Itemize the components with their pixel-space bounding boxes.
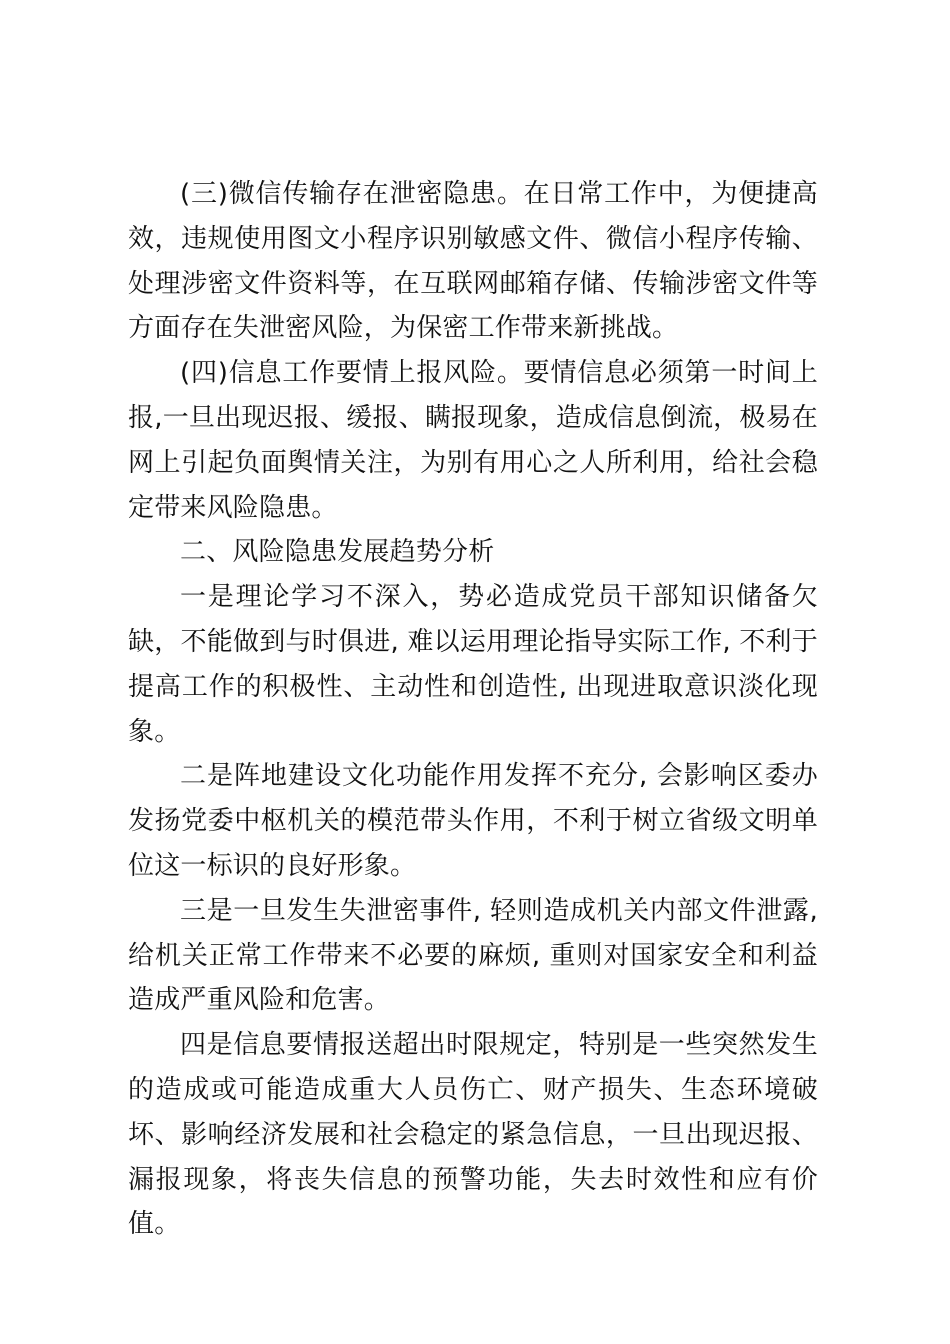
section-heading-trend-analysis: 二、风险隐患发展趋势分析 <box>180 537 495 568</box>
paragraph-info-timeliness: 四是信息要情报送超出时限规定，特别是一些突然发生的造成或可能造成重大人员伤亡、财产损失、生态环境破坏、影响经济发展和社会稳定的紧急信息，一旦出现迟报、漏报现象，将丧失信息的预警功能，失去时效性和应有价值。 <box>128 1030 818 1240</box>
paragraph-culture-building: 二是阵地建设文化功能作用发挥不充分, 会影响区委办发扬党委中枢机关的模范带头作用，不利于树立省级文明单位这一标识的良好形象。 <box>128 761 818 881</box>
paragraph-wechat-risk: (三)微信传输存在泄密隐患。在日常工作中，为便捷高效，违规使用图文小程序识别敏感文件、微信小程序传输、处理涉密文件资料等，在互联网邮箱存储、传输涉密文件等方面存在失泄密风险，为保密工作带来新挑战。 <box>128 179 818 344</box>
document-body <box>128 172 818 1247</box>
paragraph-leak-incident: 三是一旦发生失泄密事件, 轻则造成机关内部文件泄露,给机关正常工作带来不必要的麻烦, 重则对国家安全和利益造成严重风险和危害。 <box>128 895 818 1016</box>
paragraph-theory-study: 一是理论学习不深入，势必造成党员干部知识储备欠缺，不能做到与时俱进, 难以运用理论指导实际工作, 不利于提高工作的积极性、主动性和创造性, 出现进取意识淡化现象。 <box>128 582 818 747</box>
paragraph-info-report-risk: (四)信息工作要情上报风险。要情信息必须第一时间上报,一旦出现迟报、缓报、瞒报现象，造成信息倒流，极易在网上引起负面舆情关注，为别有用心之人所利用，给社会稳定带来风险隐患。 <box>128 358 818 523</box>
